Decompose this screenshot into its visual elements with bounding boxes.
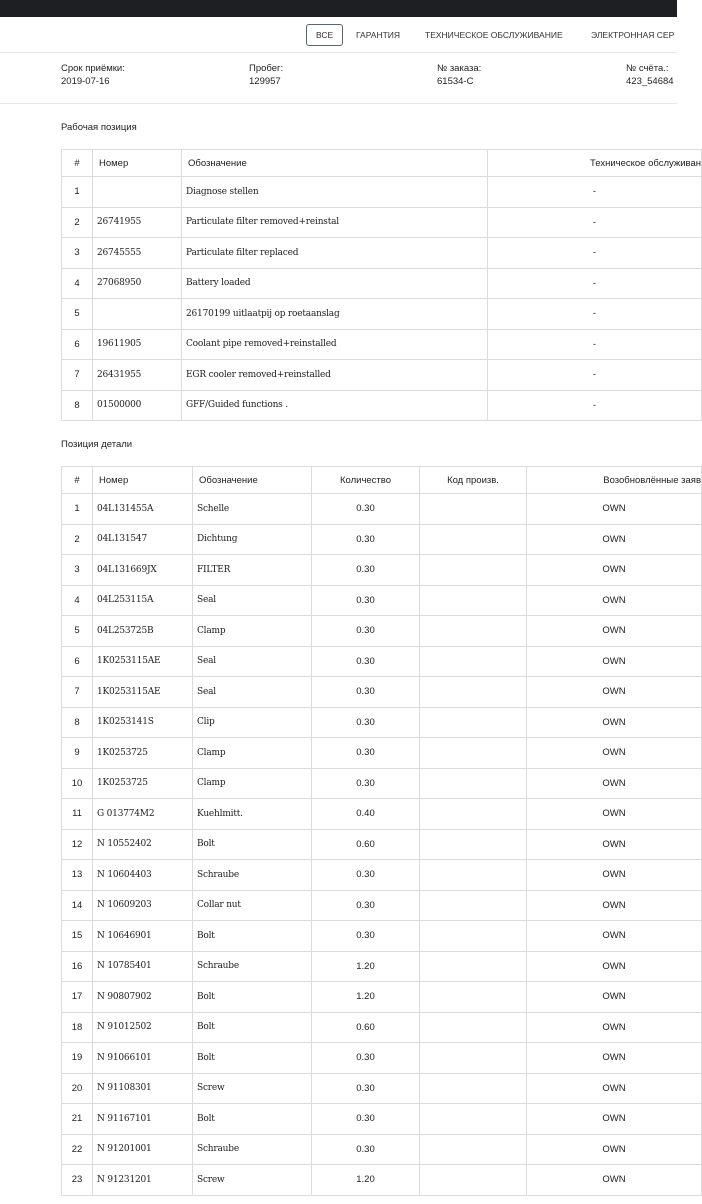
table-cell: Collar nut (193, 890, 312, 921)
table-cell: OWN (527, 799, 702, 830)
table-cell: 7 (62, 360, 93, 391)
table-cell: OWN (527, 860, 702, 891)
col-header: Код произв. (420, 467, 527, 494)
table-cell: Schraube (193, 860, 312, 891)
table-cell: Schraube (193, 1134, 312, 1165)
col-header: # (62, 150, 93, 177)
table-cell: 0.30 (312, 1134, 420, 1165)
table-cell: 6 (62, 329, 93, 360)
parts-table (61, 466, 702, 1196)
table-cell: 0.30 (312, 1104, 420, 1135)
table-cell: 26431955 (93, 360, 182, 391)
table-cell: N 91231201 (93, 1165, 193, 1196)
table-row (62, 707, 702, 738)
table-row (62, 890, 702, 921)
table-cell: - (488, 360, 702, 391)
table-cell: OWN (527, 768, 702, 799)
table-cell: Kuehlmitt. (193, 799, 312, 830)
table-cell (420, 1012, 527, 1043)
table-cell: 0.30 (312, 921, 420, 952)
info-invoice (626, 62, 674, 88)
table-cell: OWN (527, 738, 702, 769)
table-cell: 26741955 (93, 207, 182, 238)
table-cell: 4 (62, 585, 93, 616)
table-cell: 0.30 (312, 707, 420, 738)
tab-maintenance[interactable]: ТЕХНИЧЕСКОЕ ОБСЛУЖИВАНИЕ (425, 30, 563, 40)
table-cell: 18 (62, 1012, 93, 1043)
table-cell: 04L253115A (93, 585, 193, 616)
table-cell: 11 (62, 799, 93, 830)
table-cell: Dichtung (193, 524, 312, 555)
table-cell (420, 1073, 527, 1104)
table-cell: 12 (62, 829, 93, 860)
table-row (62, 616, 702, 647)
table-cell: - (488, 238, 702, 269)
table-cell: OWN (527, 494, 702, 525)
table-cell: 20 (62, 1073, 93, 1104)
table-cell: OWN (527, 1043, 702, 1074)
tab-bar (0, 24, 677, 46)
table-cell: Particulate filter removed+reinstal (182, 207, 488, 238)
table-cell: 04L131669JX (93, 555, 193, 586)
table-cell: N 10604403 (93, 860, 193, 891)
table-cell: 16 (62, 951, 93, 982)
table-cell: Schraube (193, 951, 312, 982)
order-value: 61534-C (437, 76, 474, 87)
table-cell: 17 (62, 982, 93, 1013)
table-cell: OWN (527, 707, 702, 738)
table-cell: 0.30 (312, 768, 420, 799)
table-cell: Clamp (193, 738, 312, 769)
table-cell (420, 890, 527, 921)
table-row (62, 951, 702, 982)
mileage-value: 129957 (249, 76, 281, 87)
table-cell: 1 (62, 177, 93, 208)
info-order (437, 62, 481, 88)
table-cell: 5 (62, 299, 93, 330)
table-row (62, 677, 702, 708)
table-cell: 26170199 uitlaatpij op roetaanslag (182, 299, 488, 330)
table-cell: OWN (527, 1012, 702, 1043)
table-row (62, 1165, 702, 1196)
mileage-label: Пробег: (249, 63, 284, 74)
date-value: 2019-07-16 (61, 76, 110, 87)
table-cell: 26745555 (93, 238, 182, 269)
table-cell: - (488, 268, 702, 299)
table-cell: OWN (527, 1073, 702, 1104)
table-row (62, 360, 702, 391)
table-cell: 0.30 (312, 555, 420, 586)
table-cell: - (488, 329, 702, 360)
table-cell (420, 616, 527, 647)
table-cell: Bolt (193, 982, 312, 1013)
table-cell: 0.30 (312, 677, 420, 708)
table-cell: 8 (62, 390, 93, 421)
table-cell: 1.20 (312, 1165, 420, 1196)
table-cell: Bolt (193, 1012, 312, 1043)
table-cell (420, 799, 527, 830)
table-cell: 0.30 (312, 646, 420, 677)
table-cell: 21 (62, 1104, 93, 1135)
table-cell (93, 299, 182, 330)
table-cell: OWN (527, 951, 702, 982)
table-cell: N 90807902 (93, 982, 193, 1013)
table-cell: N 10552402 (93, 829, 193, 860)
table-cell (420, 524, 527, 555)
table-row (62, 768, 702, 799)
table-cell: Clamp (193, 616, 312, 647)
table-cell: Schelle (193, 494, 312, 525)
table-cell: 0.40 (312, 799, 420, 830)
tab-all[interactable]: ВСЕ (306, 24, 343, 46)
table-cell: Bolt (193, 1043, 312, 1074)
table-cell (420, 1043, 527, 1074)
table-cell (420, 1134, 527, 1165)
table-cell: 1K0253115AE (93, 677, 193, 708)
table-cell: 14 (62, 890, 93, 921)
table-cell (420, 1104, 527, 1135)
table-cell: 0.60 (312, 1012, 420, 1043)
table-cell (420, 921, 527, 952)
table-row (62, 207, 702, 238)
table-cell: 0.30 (312, 1043, 420, 1074)
table-cell (420, 738, 527, 769)
table-cell (420, 982, 527, 1013)
table-cell: N 91066101 (93, 1043, 193, 1074)
table-cell: OWN (527, 677, 702, 708)
table-cell: OWN (527, 555, 702, 586)
table-row (62, 1104, 702, 1135)
table-row (62, 1043, 702, 1074)
table-cell: 1.20 (312, 951, 420, 982)
table-cell (420, 494, 527, 525)
table-row (62, 921, 702, 952)
table-cell (420, 860, 527, 891)
table-cell: Coolant pipe removed+reinstalled (182, 329, 488, 360)
table-cell: N 91201001 (93, 1134, 193, 1165)
work-section-title: Рабочая позиция (61, 122, 137, 133)
col-header: Номер (93, 150, 182, 177)
table-cell: - (488, 299, 702, 330)
table-cell: Seal (193, 585, 312, 616)
table-row (62, 390, 702, 421)
table-cell: N 91108301 (93, 1073, 193, 1104)
table-cell: 27068950 (93, 268, 182, 299)
table-cell: N 91012502 (93, 1012, 193, 1043)
table-cell: 9 (62, 738, 93, 769)
parts-header-row (62, 467, 702, 494)
table-cell: Diagnose stellen (182, 177, 488, 208)
table-cell: FILTER (193, 555, 312, 586)
table-cell: Clamp (193, 768, 312, 799)
table-cell: 8 (62, 707, 93, 738)
table-cell: Bolt (193, 921, 312, 952)
table-cell: GFF/Guided functions . (182, 390, 488, 421)
info-date (61, 62, 125, 88)
table-cell: N 10785401 (93, 951, 193, 982)
table-cell: Clip (193, 707, 312, 738)
table-cell: OWN (527, 1134, 702, 1165)
table-cell (420, 646, 527, 677)
table-cell: 1K0253115AE (93, 646, 193, 677)
table-cell: N 91167101 (93, 1104, 193, 1135)
table-cell: EGR cooler removed+reinstalled (182, 360, 488, 391)
table-row (62, 829, 702, 860)
table-cell: 2 (62, 524, 93, 555)
table-cell: 4 (62, 268, 93, 299)
table-row (62, 555, 702, 586)
table-row (62, 494, 702, 525)
table-cell: Screw (193, 1073, 312, 1104)
table-cell: - (488, 207, 702, 238)
table-row (62, 982, 702, 1013)
table-cell: OWN (527, 890, 702, 921)
table-cell (420, 768, 527, 799)
date-label: Срок приёмки: (61, 63, 125, 74)
table-cell: OWN (527, 1104, 702, 1135)
table-cell: 0.30 (312, 494, 420, 525)
divider (0, 103, 677, 104)
table-cell: Screw (193, 1165, 312, 1196)
table-row (62, 646, 702, 677)
tab-warranty[interactable]: ГАРАНТИЯ (356, 30, 401, 40)
table-row (62, 1073, 702, 1104)
table-cell: 6 (62, 646, 93, 677)
table-cell: 5 (62, 616, 93, 647)
table-cell: 0.30 (312, 1073, 420, 1104)
table-cell: Seal (193, 677, 312, 708)
col-header: Техническое обслуживан (488, 150, 702, 177)
table-cell: 0.30 (312, 524, 420, 555)
invoice-value: 423_54684 (626, 76, 674, 87)
table-cell: Battery loaded (182, 268, 488, 299)
table-cell: OWN (527, 921, 702, 952)
table-cell: 0.30 (312, 738, 420, 769)
table-cell: N 10609203 (93, 890, 193, 921)
table-row (62, 524, 702, 555)
table-cell: OWN (527, 524, 702, 555)
table-cell: 15 (62, 921, 93, 952)
table-cell: OWN (527, 1165, 702, 1196)
col-header: Обозначение (182, 150, 488, 177)
table-row (62, 329, 702, 360)
table-cell: 1K0253725 (93, 738, 193, 769)
table-row (62, 1012, 702, 1043)
table-cell: 22 (62, 1134, 93, 1165)
table-cell (420, 677, 527, 708)
col-header: # (62, 467, 93, 494)
col-header: Номер (93, 467, 193, 494)
table-cell: OWN (527, 829, 702, 860)
table-cell: 1K0253725 (93, 768, 193, 799)
table-cell: 0.60 (312, 829, 420, 860)
table-row (62, 299, 702, 330)
order-label: № заказа: (437, 63, 482, 74)
table-cell: 1.20 (312, 982, 420, 1013)
table-cell: 19 (62, 1043, 93, 1074)
table-cell: 23 (62, 1165, 93, 1196)
table-cell (420, 707, 527, 738)
table-cell: G 013774M2 (93, 799, 193, 830)
parts-section-title: Позиция детали (61, 439, 133, 450)
table-cell: 13 (62, 860, 93, 891)
table-cell (420, 829, 527, 860)
table-cell: 1K0253141S (93, 707, 193, 738)
table-cell: - (488, 177, 702, 208)
table-row (62, 860, 702, 891)
table-row (62, 1134, 702, 1165)
table-cell: Bolt (193, 829, 312, 860)
table-cell: 10 (62, 768, 93, 799)
table-cell: - (488, 390, 702, 421)
table-cell: 1 (62, 494, 93, 525)
table-cell: 2 (62, 207, 93, 238)
table-cell (93, 177, 182, 208)
work-table (61, 149, 702, 421)
table-cell: 0.30 (312, 860, 420, 891)
table-row (62, 238, 702, 269)
table-cell: 0.30 (312, 585, 420, 616)
table-cell: 0.30 (312, 616, 420, 647)
table-cell: OWN (527, 585, 702, 616)
table-row (62, 738, 702, 769)
table-cell: 0.30 (312, 890, 420, 921)
table-row (62, 799, 702, 830)
top-bar (0, 0, 677, 17)
table-cell: Seal (193, 646, 312, 677)
table-cell: Particulate filter replaced (182, 238, 488, 269)
table-cell (420, 951, 527, 982)
table-cell: Bolt (193, 1104, 312, 1135)
table-row (62, 268, 702, 299)
invoice-label: № счёта.: (626, 63, 669, 74)
col-header: Обозначение (193, 467, 312, 494)
table-cell (420, 555, 527, 586)
table-cell: 19611905 (93, 329, 182, 360)
table-cell (420, 585, 527, 616)
table-cell: 04L131547 (93, 524, 193, 555)
table-cell: OWN (527, 982, 702, 1013)
table-cell: OWN (527, 646, 702, 677)
table-cell: N 10646901 (93, 921, 193, 952)
table-row (62, 585, 702, 616)
col-header: Количество (312, 467, 420, 494)
table-cell (420, 1165, 527, 1196)
col-header: Возобновлённые заяв (527, 467, 702, 494)
info-mileage (249, 62, 283, 88)
divider (0, 52, 677, 53)
table-cell: 3 (62, 555, 93, 586)
table-cell: 04L253725B (93, 616, 193, 647)
table-cell: 7 (62, 677, 93, 708)
tab-electronic-service[interactable]: ЭЛЕКТРОННАЯ СЕР (591, 30, 675, 40)
table-cell: OWN (527, 616, 702, 647)
table-cell: 01500000 (93, 390, 182, 421)
table-cell: 3 (62, 238, 93, 269)
table-cell: 04L131455A (93, 494, 193, 525)
work-header-row (62, 150, 702, 177)
table-row (62, 177, 702, 208)
